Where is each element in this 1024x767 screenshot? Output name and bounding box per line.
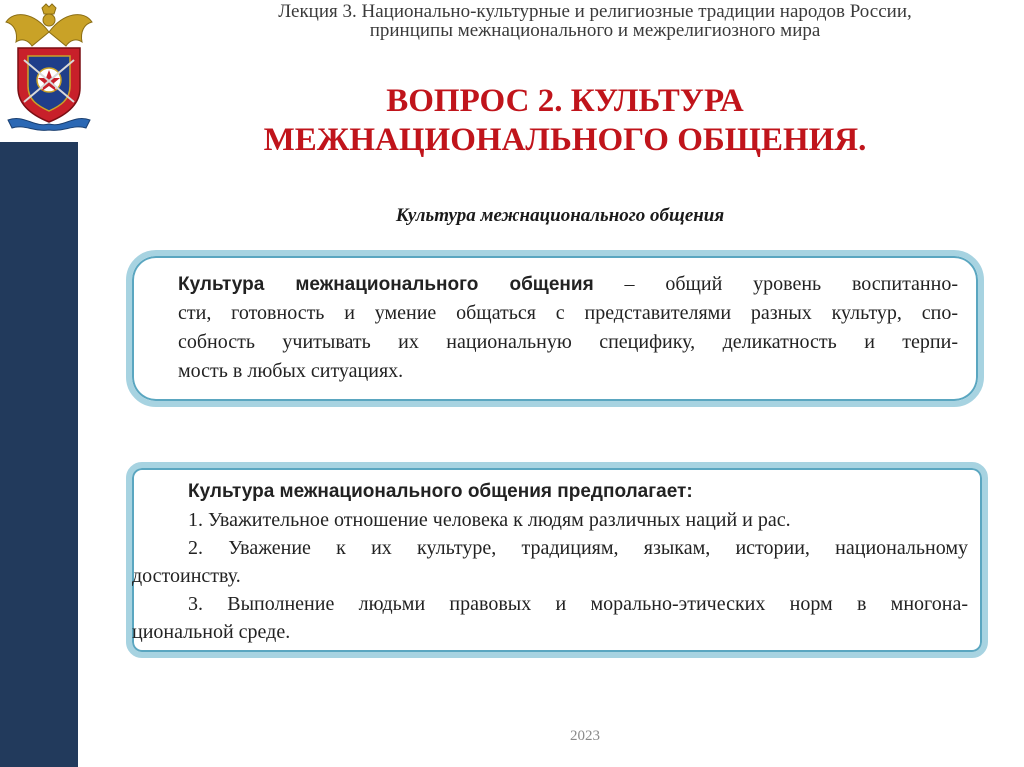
implies-item-1: 1. Уважительное отношение человека к людям различных наций и рас. bbox=[188, 509, 791, 531]
implies-text bbox=[132, 478, 968, 646]
definition-line-4: мость в любых ситуациях. bbox=[178, 360, 404, 382]
implies-item-2-line-2: достоинству. bbox=[132, 565, 241, 587]
definition-line-1 bbox=[178, 270, 958, 299]
eagle-emblem-icon bbox=[4, 2, 94, 132]
implies-card bbox=[126, 462, 988, 658]
implies-item-3-line-2: циональной среде. bbox=[132, 621, 291, 643]
question-title-line1: ВОПРОС 2. КУЛЬТУРА bbox=[386, 83, 744, 119]
definition-card bbox=[126, 250, 984, 407]
lecture-title bbox=[200, 2, 990, 40]
definition-line-3: собность учитывать их национальную специфику, деликатность и терпи- bbox=[178, 331, 958, 353]
question-title-line2: МЕЖНАЦИОНАЛЬНОГО ОБЩЕНИЯ. bbox=[263, 122, 867, 158]
footer-year: 2023 bbox=[570, 728, 600, 744]
implies-lead: Культура межнационального общения предполагает: bbox=[188, 481, 693, 502]
definition-line-2: сти, готовность и умение общаться с представителями разных культур, спо- bbox=[178, 302, 958, 324]
lecture-title-line1: Лекция 3. Национально-культурные и религиозные традиции народов России, bbox=[278, 1, 912, 22]
implies-item-2-line-1: 2. Уважение к их культуре, традициям, языкам, истории, национальному bbox=[188, 537, 968, 559]
side-bar bbox=[0, 142, 78, 767]
definition-line-1-rest: – общий уровень воспитанно- bbox=[593, 273, 958, 295]
box-caption: Культура межнационального общения bbox=[395, 205, 725, 226]
lecture-title-line2: принципы межнационального и межрелигиозного мира bbox=[369, 20, 821, 41]
question-title bbox=[140, 82, 990, 160]
definition-text bbox=[178, 270, 958, 386]
implies-item-3-line-1: 3. Выполнение людьми правовых и морально-этических норм в многона- bbox=[188, 593, 968, 615]
definition-term: Культура межнационального общения bbox=[178, 274, 594, 295]
